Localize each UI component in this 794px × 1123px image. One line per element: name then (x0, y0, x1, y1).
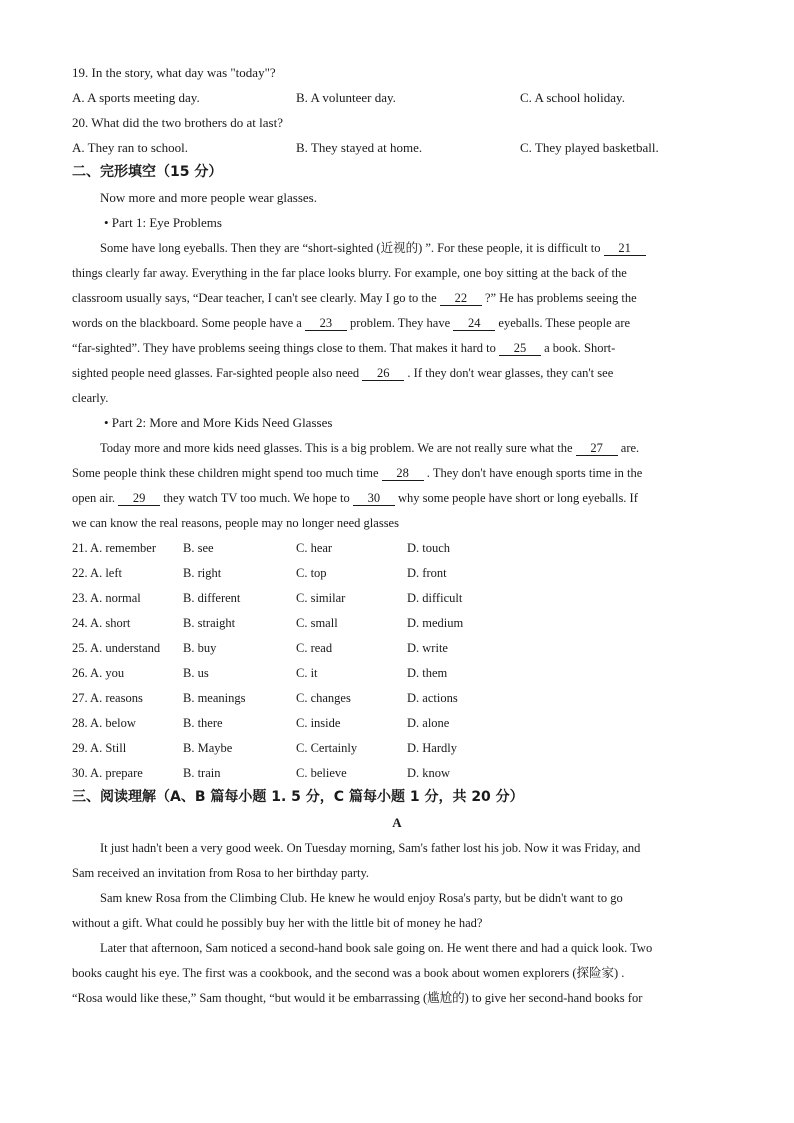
text: problem. They have (346, 316, 454, 330)
text: are. (617, 441, 640, 455)
text: . If they don't wear glasses, they can't see (404, 366, 614, 380)
option-22-c: C. top (296, 566, 327, 580)
passage-a-line-6: books caught his eye. The first was a cookbook, and the second was a book about women explorers (探险家) . (72, 966, 625, 980)
part1-line-1 (100, 240, 646, 256)
text: they watch TV too much. We hope to (160, 491, 353, 505)
blank-25: 25 (499, 341, 541, 356)
blank-23: 23 (305, 316, 347, 331)
passage-a-line-5: Later that afternoon, Sam noticed a second-hand book sale going on. He went there and had a quick look. Two (100, 941, 653, 955)
blank-29: 29 (118, 491, 160, 506)
text: sighted people need glasses. Far-sighted people also need (72, 366, 363, 380)
option-26-a: 26. A. you (72, 666, 125, 680)
part-1-title: • Part 1: Eye Problems (104, 215, 222, 230)
option-26-c: C. it (296, 666, 318, 680)
text: why some people have short or long eyeballs. If (394, 491, 638, 505)
part2-line-1 (100, 440, 639, 456)
part1-line-3 (72, 290, 637, 306)
option-25-c: C. read (296, 641, 333, 655)
blank-24: 24 (453, 316, 495, 331)
part2-line-4: we can know the real reasons, people may no longer need glasses (72, 516, 399, 530)
blank-26: 26 (362, 366, 404, 381)
passage-a-line-1: It just hadn't been a very good week. On Tuesday morning, Sam's father lost his job. Now it was Friday, and (100, 841, 641, 855)
part1-line-2: things clearly far away. Everything in the far place looks blurry. For example, one boy sitting at the back of the (72, 266, 627, 280)
question-19: 19. In the story, what day was "today"? (72, 65, 276, 80)
passage-a-line-3: Sam knew Rosa from the Climbing Club. He knew he would enjoy Rosa's party, but be didn't want to go (100, 891, 623, 905)
option-28-c: C. inside (296, 716, 341, 730)
section-3-heading: 三、阅读理解（A、B 篇每小题 1. 5 分，C 篇每小题 1 分，共 20 分） (72, 789, 524, 805)
passage-a-line-7: “Rosa would like these,” Sam thought, “but would it be embarrassing (尴尬的) to give her second-hand books for (72, 991, 643, 1005)
text: words on the blackboard. Some people have a (72, 316, 305, 330)
option-28-a: 28. A. below (72, 716, 136, 730)
passage-a-label: A (392, 815, 402, 830)
blank-21: 21 (604, 241, 646, 256)
option-28-b: B. there (183, 716, 223, 730)
cloze-intro: Now more and more people wear glasses. (100, 190, 317, 205)
option-21-a: 21. A. remember (72, 541, 157, 555)
option-25-d: D. write (407, 641, 448, 655)
option-27-c: C. changes (296, 691, 351, 705)
option-23-c: C. similar (296, 591, 346, 605)
q20-option-a: A. They ran to school. (72, 140, 189, 155)
part2-line-2 (72, 465, 642, 481)
text: classroom usually says, “Dear teacher, I can't see clearly. May I go to the (72, 291, 440, 305)
part1-line-6 (72, 365, 613, 381)
option-30-d: D. know (407, 766, 451, 780)
option-23-d: D. difficult (407, 591, 463, 605)
text: ?” He has problems seeing the (481, 291, 637, 305)
q19-option-a: A. A sports meeting day. (72, 90, 200, 105)
text: . They don't have enough sports time in the (423, 466, 643, 480)
blank-30: 30 (353, 491, 395, 506)
part-2-title: • Part 2: More and More Kids Need Glasses (104, 415, 333, 430)
option-27-a: 27. A. reasons (72, 691, 143, 705)
part1-line-4 (72, 315, 630, 331)
option-27-d: D. actions (407, 691, 458, 705)
option-22-d: D. front (407, 566, 447, 580)
text: Today more and more kids need glasses. This is a big problem. We are not really sure what the (100, 441, 576, 455)
q19-option-c: C. A school holiday. (520, 90, 625, 105)
option-30-a: 30. A. prepare (72, 766, 143, 780)
option-26-b: B. us (183, 666, 209, 680)
option-21-d: D. touch (407, 541, 451, 555)
option-22-a: 22. A. left (72, 566, 122, 580)
option-21-b: B. see (183, 541, 214, 555)
text: eyeballs. These people are (495, 316, 631, 330)
option-30-b: B. train (183, 766, 221, 780)
option-24-a: 24. A. short (72, 616, 131, 630)
option-21-c: C. hear (296, 541, 333, 555)
text: “far-sighted”. They have problems seeing things close to them. That makes it hard to (72, 341, 499, 355)
option-24-d: D. medium (407, 616, 464, 630)
question-20: 20. What did the two brothers do at last? (72, 115, 283, 130)
option-22-b: B. right (183, 566, 222, 580)
option-27-b: B. meanings (183, 691, 246, 705)
text: open air. (72, 491, 119, 505)
q19-option-b: B. A volunteer day. (296, 90, 396, 105)
q20-option-c: C. They played basketball. (520, 140, 659, 155)
text: Some people think these children might spend too much time (72, 466, 382, 480)
option-28-d: D. alone (407, 716, 450, 730)
part2-line-3 (72, 490, 638, 506)
passage-a-line-4: without a gift. What could he possibly buy her with the little bit of money he had? (72, 916, 483, 930)
option-29-c: C. Certainly (296, 741, 358, 755)
section-2-heading: 二、完形填空（15 分） (72, 164, 223, 180)
q20-option-b: B. They stayed at home. (296, 140, 423, 155)
blank-22: 22 (440, 291, 482, 306)
option-24-c: C. small (296, 616, 338, 630)
option-29-a: 29. A. Still (72, 741, 127, 755)
text: Some have long eyeballs. Then they are “short-sighted (近视的) ”. For these people, it is difficult to (100, 241, 604, 255)
option-26-d: D. them (407, 666, 448, 680)
option-23-a: 23. A. normal (72, 591, 141, 605)
blank-28: 28 (382, 466, 424, 481)
passage-a-line-2: Sam received an invitation from Rosa to her birthday party. (72, 866, 370, 880)
option-24-b: B. straight (183, 616, 236, 630)
part1-line-5 (72, 340, 615, 356)
option-29-d: D. Hardly (407, 741, 457, 755)
option-25-b: B. buy (183, 641, 217, 655)
option-30-c: C. believe (296, 766, 347, 780)
text: a book. Short- (540, 341, 616, 355)
blank-27: 27 (576, 441, 618, 456)
part1-line-7: clearly. (72, 391, 109, 405)
option-23-b: B. different (183, 591, 241, 605)
option-29-b: B. Maybe (183, 741, 233, 755)
option-25-a: 25. A. understand (72, 641, 161, 655)
